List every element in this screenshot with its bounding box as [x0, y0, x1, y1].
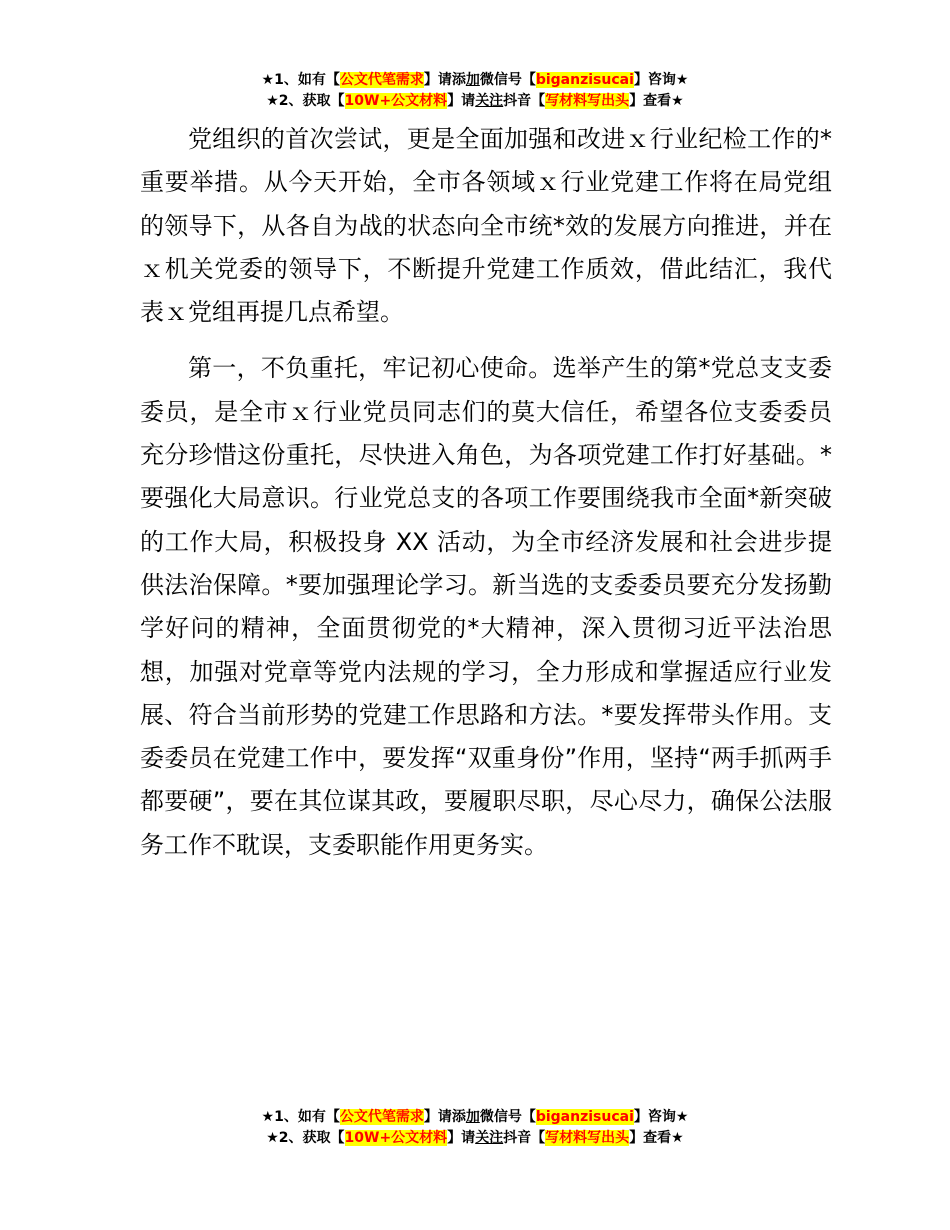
- ad-highlight-douyin-id: 写材料写出头: [545, 93, 630, 109]
- body-paragraph-1: 党组织的首次尝试，更是全面加强和改进ｘ行业纪检工作的*重要举措。从今天开始，全市各领域ｘ行业党建工作将在局党组的领导下，从各自为战的状态向全市统*效的发展方向推进，并在ｘ机关党委的领导下，不断提升党建工作质效，借此结汇，我代表ｘ党组再提几点希望。: [140, 125, 832, 327]
- ad-text: ★1、如有【: [261, 1109, 340, 1125]
- ad-highlight-materials: 10W+公文材料: [344, 1130, 448, 1146]
- ad-text: 抖音【: [503, 93, 546, 109]
- ad-text: 】查看★: [629, 93, 684, 109]
- ad-text: 】请: [447, 1130, 476, 1146]
- footer-ad: [0, 1107, 950, 1149]
- footer-ad-line-1: [0, 1107, 950, 1128]
- footer-ad-line-2: [0, 1128, 950, 1149]
- ad-underlined-text: 加: [465, 1109, 480, 1125]
- ad-highlight-service: 公文代笔需求: [339, 1109, 424, 1125]
- body-paragraph-2: 第一，不负重托，牢记初心使命。选举产生的第*党总支支委委员，是全市ｘ行业党员同志们的莫大信任，希望各位支委委员充分珍惜这份重托，尽快进入角色，为各项党建工作打好基础。*要强化大局意识。行业党总支的各项工作要围绕我市全面*新突破的工作大局，积极投身 XX 活动，为全市经济发展和社会进步提供法治保障。*要加强理论学习。新当选的支委委员要充分发扬勤学好问的精神，全面贯彻党的*大精神，深入贯彻习近平法治思想，加强对党章等党内法规的学习，全力形成和掌握适应行业发展、符合当前形势的党建工作思路和方法。*要发挥带头作用。支委委员在党建工作中，要发挥“双重身份”作用，坚持“两手抓两手都要硬”，要在其位谋其政，要履职尽职，尽心尽力，确保公法服务工作不耽误，支委职能作用更务实。: [140, 354, 832, 859]
- ad-underlined-text: 关注: [475, 1130, 504, 1146]
- ad-text: 】请添: [423, 1109, 466, 1125]
- ad-text: ★2、获取【: [266, 93, 345, 109]
- header-ad-line-2: [0, 91, 950, 112]
- document-body: [140, 118, 832, 867]
- header-ad-line-1: [0, 70, 950, 91]
- ad-text: ★2、获取【: [266, 1130, 345, 1146]
- ad-text: 】咨询★: [633, 72, 689, 88]
- ad-text: 】请添: [423, 72, 466, 88]
- ad-text: 】查看★: [629, 1130, 684, 1146]
- ad-text: ★1、如有【: [261, 72, 340, 88]
- ad-text: 微信号【: [479, 72, 536, 88]
- header-ad: [0, 70, 950, 112]
- ad-underlined-text: 关注: [475, 93, 504, 109]
- ad-text: 】咨询★: [633, 1109, 689, 1125]
- ad-highlight-wechat-id: biganzisucai: [535, 72, 634, 88]
- ad-text: 】请: [447, 93, 476, 109]
- ad-text: 微信号【: [479, 1109, 536, 1125]
- ad-highlight-materials: 10W+公文材料: [344, 93, 448, 109]
- ad-highlight-wechat-id: biganzisucai: [535, 1109, 634, 1125]
- ad-highlight-service: 公文代笔需求: [339, 72, 424, 88]
- ad-underlined-text: 加: [465, 72, 480, 88]
- ad-highlight-douyin-id: 写材料写出头: [545, 1130, 630, 1146]
- ad-text: 抖音【: [503, 1130, 546, 1146]
